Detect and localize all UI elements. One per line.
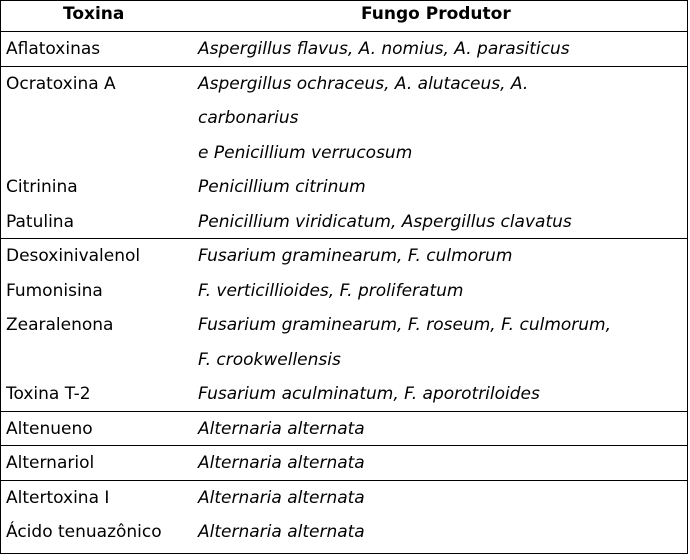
table-header: [1, 1, 687, 31]
toxin-cell: Patulina: [6, 211, 74, 232]
toxin-cell: Altenueno: [6, 418, 93, 439]
table-row: [1, 308, 687, 342]
table-row: [1, 67, 687, 101]
row-group: [1, 31, 687, 66]
table-row: [1, 101, 687, 135]
row-group: [1, 238, 687, 411]
table-row: [1, 446, 687, 480]
toxin-cell: Citrinina: [6, 177, 78, 197]
fungi-cell: Alternaria alternata: [198, 522, 365, 542]
fungi-cell: Fusarium graminearum, F. culmorum: [198, 246, 513, 266]
fungi-cell: e Penicillium verrucosum: [198, 142, 413, 163]
fungi-cell: Alternaria alternata: [198, 487, 365, 508]
fungi-cell: carbonarius: [198, 108, 299, 128]
fungi-cell: Alternaria alternata: [198, 418, 365, 439]
table-row: [1, 343, 687, 377]
row-group: [1, 480, 687, 549]
fungi-cell: Penicillium viridicatum, Aspergillus clavatus: [198, 211, 572, 232]
fungi-cell: Aspergillus ochraceus, A. alutaceus, A.: [198, 73, 529, 94]
fungi-cell: F. verticillioides, F. proliferatum: [198, 280, 464, 301]
table-row: [1, 274, 687, 308]
toxin-cell: Altertoxina I: [6, 487, 110, 508]
toxin-cell: Fumonisina: [6, 280, 103, 301]
toxin-cell: Aflatoxinas: [6, 39, 101, 59]
row-group: [1, 411, 687, 446]
fungi-cell: Fusarium graminearum, F. roseum, F. culmorum,: [198, 315, 612, 335]
table-row: [1, 170, 687, 204]
table-row: [1, 412, 687, 446]
header-fungo-produtor: Fungo Produtor: [361, 4, 511, 24]
table-row: [1, 239, 687, 273]
toxin-cell: Toxina T-2: [6, 384, 91, 404]
table-row: [1, 136, 687, 170]
fungi-cell: Aspergillus flavus, A. nomius, A. parasiticus: [198, 39, 570, 59]
fungi-cell: Fusarium aculminatum, F. aporotriloides: [198, 384, 540, 404]
row-group: [1, 66, 687, 239]
fungi-cell: Alternaria alternata: [198, 453, 365, 473]
table-row: [1, 205, 687, 239]
toxin-cell: Desoxinivalenol: [6, 246, 141, 266]
fungi-cell: F. crookwellensis: [198, 349, 341, 370]
header-toxina: Toxina: [63, 4, 125, 24]
toxin-cell: Zearalenona: [6, 315, 114, 335]
table-row: [1, 32, 687, 66]
toxin-cell: Ácido tenuazônico: [6, 522, 162, 542]
table-row: [1, 515, 687, 549]
row-group: [1, 445, 687, 480]
toxin-cell: Ocratoxina A: [6, 73, 116, 94]
table-row: [1, 377, 687, 411]
toxin-cell: Alternariol: [6, 453, 95, 473]
fungi-cell: Penicillium citrinum: [198, 177, 366, 197]
table-row: [1, 481, 687, 515]
